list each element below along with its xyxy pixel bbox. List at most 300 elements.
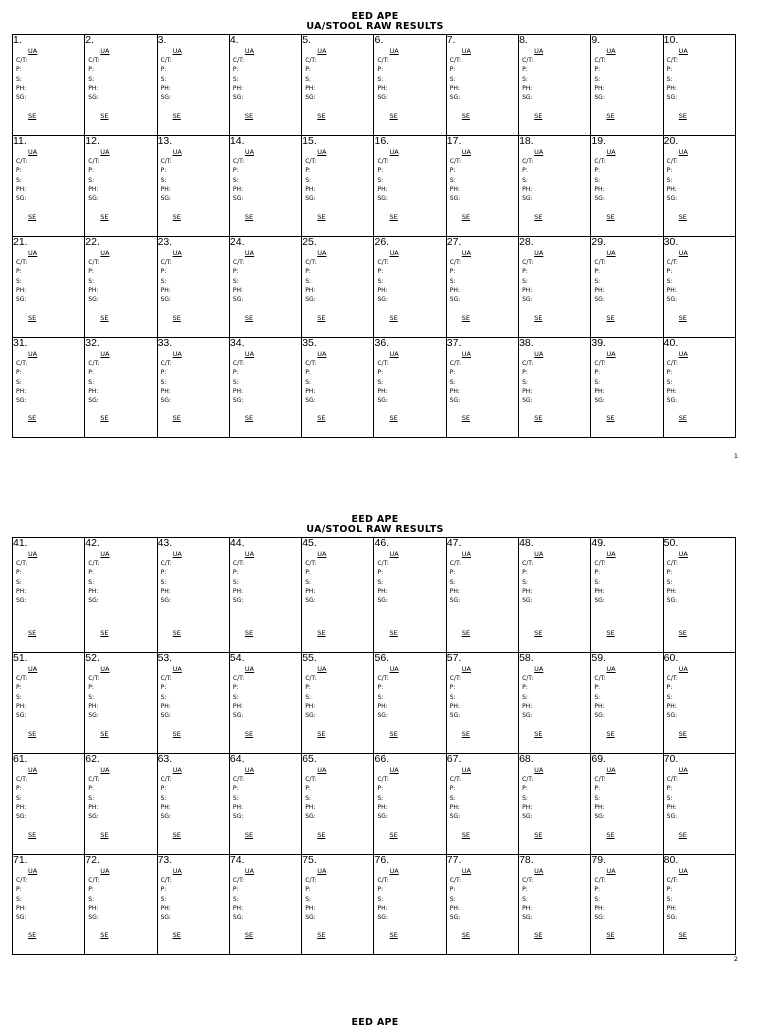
field-list <box>16 258 27 304</box>
se-label: SE <box>461 730 471 738</box>
cell-number: 56. <box>374 652 390 664</box>
field-label: P: <box>160 66 167 74</box>
field-label: C/T: <box>88 259 100 266</box>
field-label: S: <box>666 378 673 386</box>
se-label: SE <box>534 730 543 738</box>
se-label: SE <box>28 213 37 221</box>
ua-label: UA <box>461 867 471 875</box>
field-list <box>305 775 316 821</box>
field-label: C/T: <box>666 776 678 783</box>
field-list <box>305 157 316 203</box>
field-label: PH: <box>16 286 27 294</box>
field-label: C/T: <box>449 158 462 165</box>
result-cell <box>519 538 591 653</box>
field-label: S: <box>232 75 239 83</box>
field-label: S: <box>666 75 673 83</box>
field-label: PH: <box>666 702 677 710</box>
field-label: C/T: <box>522 360 534 367</box>
ua-label: UA <box>317 665 327 673</box>
ua-label: UA <box>28 350 38 358</box>
field-label: P: <box>305 886 311 894</box>
field-label: S: <box>522 277 528 285</box>
grid-row <box>13 653 736 754</box>
ua-label: UA <box>389 148 399 156</box>
cell-number: 13. <box>157 135 173 147</box>
field-list <box>16 157 27 203</box>
field-list <box>522 157 533 203</box>
field-label: P: <box>377 785 384 793</box>
ua-label: UA <box>606 148 616 156</box>
field-label: P: <box>594 369 601 377</box>
field-label: PH: <box>666 904 677 912</box>
field-list <box>305 876 316 922</box>
se-label: SE <box>28 414 37 422</box>
field-list <box>522 559 533 605</box>
field-list <box>161 674 172 720</box>
field-label: C/T: <box>449 877 462 884</box>
field-label: SG: <box>594 597 605 605</box>
cell-number: 53. <box>157 652 173 664</box>
cell-number: 2. <box>85 34 95 46</box>
field-label: SG: <box>594 712 605 720</box>
field-label: PH: <box>666 185 677 193</box>
field-label: SG: <box>305 397 316 405</box>
ua-label: UA <box>172 766 182 774</box>
field-list <box>594 674 605 720</box>
field-label: SG: <box>160 597 172 605</box>
cell-number: 66. <box>374 753 390 765</box>
field-label: SG: <box>522 296 533 304</box>
result-cell <box>157 35 229 136</box>
ua-label: UA <box>534 550 544 558</box>
field-label: SG: <box>232 397 244 405</box>
field-label: PH: <box>305 803 316 811</box>
field-label: C/T: <box>16 675 28 682</box>
field-list <box>233 775 244 821</box>
field-list <box>377 258 388 304</box>
cell-number: 18. <box>519 135 534 147</box>
se-label: SE <box>100 314 109 322</box>
field-label: C/T: <box>160 776 172 783</box>
field-label: P: <box>594 886 601 894</box>
ua-label: UA <box>317 350 327 358</box>
field-label: C/T: <box>522 560 534 567</box>
field-label: PH: <box>160 702 171 710</box>
title-line-2: UA/STOOL RAW RESULTS <box>306 21 444 32</box>
field-label: PH: <box>88 286 99 294</box>
result-cell <box>591 338 663 438</box>
field-label: SG: <box>305 914 316 922</box>
field-label: C/T: <box>88 57 100 64</box>
ua-label: UA <box>28 47 38 55</box>
field-label: C/T: <box>16 877 28 884</box>
field-label: P: <box>160 886 167 894</box>
ua-label: UA <box>317 148 327 156</box>
field-label: P: <box>16 167 22 175</box>
field-label: S: <box>160 378 167 386</box>
field-label: S: <box>305 75 312 83</box>
cell-number: 28. <box>519 236 534 248</box>
result-cell <box>374 538 446 653</box>
cell-number: 34. <box>229 337 245 349</box>
field-label: C/T: <box>594 57 606 64</box>
field-label: SG: <box>666 397 678 405</box>
ua-label: UA <box>100 249 110 257</box>
field-label: P: <box>449 167 456 175</box>
result-cell <box>229 855 301 955</box>
field-list <box>522 359 533 405</box>
result-cell <box>663 237 735 338</box>
field-label: P: <box>377 66 384 74</box>
field-label: S: <box>232 794 239 802</box>
cell-number: 29. <box>591 236 606 248</box>
title-line-1: EED APE <box>351 11 399 22</box>
cell-number: 51. <box>13 652 28 664</box>
se-label: SE <box>534 213 543 221</box>
field-label: S: <box>88 794 95 802</box>
field-label: P: <box>16 684 22 692</box>
ua-label: UA <box>317 249 327 257</box>
field-list <box>594 559 605 605</box>
field-label: P: <box>594 684 601 692</box>
field-label: P: <box>449 785 456 793</box>
ua-label: UA <box>100 47 110 55</box>
field-label: P: <box>232 66 239 74</box>
cell-number: 71. <box>13 854 28 866</box>
field-label: SG: <box>88 712 99 720</box>
field-label: P: <box>305 684 311 692</box>
field-list <box>450 258 461 304</box>
se-label: SE <box>317 831 326 839</box>
result-cell <box>13 136 85 237</box>
field-label: P: <box>305 167 311 175</box>
se-label: SE <box>244 730 254 738</box>
field-label: S: <box>88 277 95 285</box>
field-label: P: <box>160 369 167 377</box>
field-list <box>305 559 316 605</box>
se-label: SE <box>606 629 615 637</box>
result-cell <box>519 653 591 754</box>
field-label: P: <box>305 369 311 377</box>
field-label: P: <box>305 66 311 74</box>
field-label: S: <box>522 895 528 903</box>
field-label: P: <box>666 785 673 793</box>
field-label: S: <box>594 578 601 586</box>
field-label: P: <box>160 684 167 692</box>
field-label: C/T: <box>160 57 172 64</box>
field-label: C/T: <box>449 57 462 64</box>
field-list <box>233 258 244 304</box>
se-label: SE <box>461 931 471 939</box>
se-label: SE <box>100 213 109 221</box>
field-label: S: <box>522 176 528 184</box>
field-label: C/T: <box>377 877 389 884</box>
field-label: PH: <box>232 84 244 92</box>
se-label: SE <box>172 414 181 422</box>
field-label: PH: <box>377 587 388 595</box>
field-label: P: <box>88 268 94 276</box>
se-label: SE <box>244 314 254 322</box>
field-list <box>450 359 461 405</box>
field-label: PH: <box>594 904 605 912</box>
result-cell <box>229 338 301 438</box>
field-label: SG: <box>16 94 27 102</box>
field-label: P: <box>522 167 528 175</box>
result-cell <box>229 754 301 855</box>
field-list <box>522 674 533 720</box>
se-label: SE <box>534 831 543 839</box>
field-label: S: <box>16 693 22 701</box>
field-label: C/T: <box>449 560 462 567</box>
field-label: PH: <box>160 587 171 595</box>
field-label: SG: <box>377 94 388 102</box>
field-list <box>305 56 316 102</box>
field-label: PH: <box>232 904 244 912</box>
field-label: PH: <box>160 84 171 92</box>
field-list <box>16 359 27 405</box>
se-label: SE <box>678 112 687 120</box>
field-label: C/T: <box>160 360 172 367</box>
cell-number: 61. <box>13 753 28 765</box>
ua-label: UA <box>317 550 327 558</box>
field-label: P: <box>88 167 94 175</box>
field-label: PH: <box>160 286 171 294</box>
field-list <box>594 775 605 821</box>
field-list <box>161 157 172 203</box>
field-label: SG: <box>377 195 388 203</box>
field-label: P: <box>305 569 311 577</box>
field-label: S: <box>160 895 167 903</box>
field-label: P: <box>594 785 601 793</box>
field-label: SG: <box>594 397 605 405</box>
field-list <box>161 258 172 304</box>
field-label: PH: <box>305 702 316 710</box>
field-label: S: <box>377 176 384 184</box>
field-list <box>594 359 605 405</box>
field-label: C/T: <box>232 259 245 266</box>
field-label: S: <box>88 693 95 701</box>
field-label: SG: <box>305 597 316 605</box>
field-label: C/T: <box>594 675 606 682</box>
field-label: PH: <box>160 387 171 395</box>
field-list <box>522 258 533 304</box>
field-list <box>88 559 99 605</box>
field-label: P: <box>88 569 94 577</box>
ua-label: UA <box>534 47 544 55</box>
field-label: SG: <box>594 94 605 102</box>
result-cell <box>519 855 591 955</box>
field-label: C/T: <box>16 259 28 266</box>
field-list <box>233 359 244 405</box>
result-cell <box>157 136 229 237</box>
cell-number: 57. <box>446 652 462 664</box>
cell-number: 74. <box>229 854 245 866</box>
se-label: SE <box>678 931 687 939</box>
field-label: P: <box>449 886 456 894</box>
cell-number: 70. <box>663 753 679 765</box>
field-label: S: <box>160 794 167 802</box>
field-label: S: <box>594 693 601 701</box>
field-label: PH: <box>377 702 388 710</box>
se-label: SE <box>606 730 615 738</box>
se-label: SE <box>389 213 398 221</box>
cell-number: 27. <box>446 236 462 248</box>
field-label: SG: <box>232 597 244 605</box>
field-label: P: <box>88 785 94 793</box>
field-list <box>594 876 605 922</box>
field-label: S: <box>449 378 456 386</box>
ua-label: UA <box>317 47 327 55</box>
se-label: SE <box>534 931 543 939</box>
ua-label: UA <box>534 766 544 774</box>
field-label: S: <box>666 794 673 802</box>
field-list <box>305 258 316 304</box>
field-label: PH: <box>232 587 244 595</box>
ua-label: UA <box>678 350 688 358</box>
ua-label: UA <box>534 249 544 257</box>
result-cell <box>85 136 157 237</box>
se-label: SE <box>606 931 615 939</box>
field-label: P: <box>666 167 673 175</box>
field-label: P: <box>377 684 384 692</box>
field-label: SG: <box>522 195 533 203</box>
cell-number: 1. <box>13 34 22 46</box>
se-label: SE <box>172 931 181 939</box>
ua-label: UA <box>461 249 471 257</box>
field-label: PH: <box>16 185 27 193</box>
field-label: C/T: <box>449 675 462 682</box>
result-cell <box>519 237 591 338</box>
field-label: S: <box>377 578 384 586</box>
field-list <box>377 559 388 605</box>
ua-label: UA <box>172 550 182 558</box>
field-label: S: <box>232 378 239 386</box>
field-label: PH: <box>160 185 171 193</box>
ua-label: UA <box>28 867 38 875</box>
field-label: C/T: <box>305 57 317 64</box>
field-label: PH: <box>666 803 677 811</box>
field-label: SG: <box>594 813 605 821</box>
field-label: P: <box>232 785 239 793</box>
field-label: SG: <box>160 397 172 405</box>
se-label: SE <box>534 629 543 637</box>
field-label: C/T: <box>160 158 172 165</box>
ua-label: UA <box>389 867 399 875</box>
field-label: P: <box>232 684 239 692</box>
field-label: SG: <box>160 813 172 821</box>
ua-label: UA <box>172 350 182 358</box>
result-cell <box>13 237 85 338</box>
field-label: SG: <box>305 712 316 720</box>
field-label: C/T: <box>16 158 28 165</box>
field-label: S: <box>377 794 384 802</box>
field-list <box>233 559 244 605</box>
field-list <box>450 876 461 922</box>
cell-number: 48. <box>519 537 534 549</box>
field-label: P: <box>160 785 167 793</box>
se-label: SE <box>28 629 37 637</box>
field-label: SG: <box>16 296 27 304</box>
ua-label: UA <box>172 665 182 673</box>
ua-label: UA <box>678 249 688 257</box>
result-cell <box>446 136 518 237</box>
field-label: P: <box>666 268 673 276</box>
se-label: SE <box>317 931 326 939</box>
cell-number: 33. <box>157 337 173 349</box>
field-label: C/T: <box>522 675 534 682</box>
field-label: PH: <box>522 803 533 811</box>
cell-number: 16. <box>374 135 390 147</box>
se-label: SE <box>606 213 615 221</box>
ua-label: UA <box>100 550 110 558</box>
field-label: PH: <box>305 904 316 912</box>
field-label: P: <box>449 66 456 74</box>
field-label: PH: <box>449 185 460 193</box>
field-label: C/T: <box>88 675 100 682</box>
field-label: C/T: <box>522 158 534 165</box>
ua-label: UA <box>244 665 255 673</box>
field-label: S: <box>305 277 312 285</box>
field-list <box>161 56 172 102</box>
field-label: S: <box>232 578 239 586</box>
field-label: P: <box>88 369 94 377</box>
ua-label: UA <box>606 350 616 358</box>
se-label: SE <box>606 831 615 839</box>
field-list <box>450 56 461 102</box>
result-cell <box>663 338 735 438</box>
field-label: PH: <box>377 803 388 811</box>
se-label: SE <box>678 831 687 839</box>
result-cell <box>229 538 301 653</box>
field-list <box>667 359 678 405</box>
field-list <box>16 876 27 922</box>
title-line-1: EED APE <box>351 514 399 525</box>
ua-label: UA <box>244 550 255 558</box>
field-label: SG: <box>88 94 99 102</box>
field-list <box>594 157 605 203</box>
field-label: S: <box>666 895 673 903</box>
result-cell <box>374 35 446 136</box>
result-cell <box>591 538 663 653</box>
se-label: SE <box>534 112 543 120</box>
field-label: SG: <box>522 813 533 821</box>
field-label: C/T: <box>305 360 317 367</box>
ua-label: UA <box>244 867 255 875</box>
field-label: PH: <box>88 185 99 193</box>
field-label: SG: <box>160 296 172 304</box>
cell-number: 42. <box>85 537 100 549</box>
ua-label: UA <box>100 148 110 156</box>
se-label: SE <box>389 414 398 422</box>
result-cell <box>157 653 229 754</box>
field-label: PH: <box>449 702 460 710</box>
field-list <box>233 56 244 102</box>
field-label: S: <box>449 176 456 184</box>
se-label: SE <box>100 414 109 422</box>
field-label: SG: <box>666 296 678 304</box>
ua-label: UA <box>678 665 688 673</box>
field-label: C/T: <box>522 877 534 884</box>
result-cell <box>446 35 518 136</box>
cell-number: 77. <box>446 854 462 866</box>
se-label: SE <box>678 730 687 738</box>
se-label: SE <box>244 414 254 422</box>
se-label: SE <box>28 931 37 939</box>
ua-label: UA <box>389 249 399 257</box>
field-label: P: <box>232 268 239 276</box>
cell-number: 58. <box>519 652 534 664</box>
field-label: SG: <box>666 712 678 720</box>
